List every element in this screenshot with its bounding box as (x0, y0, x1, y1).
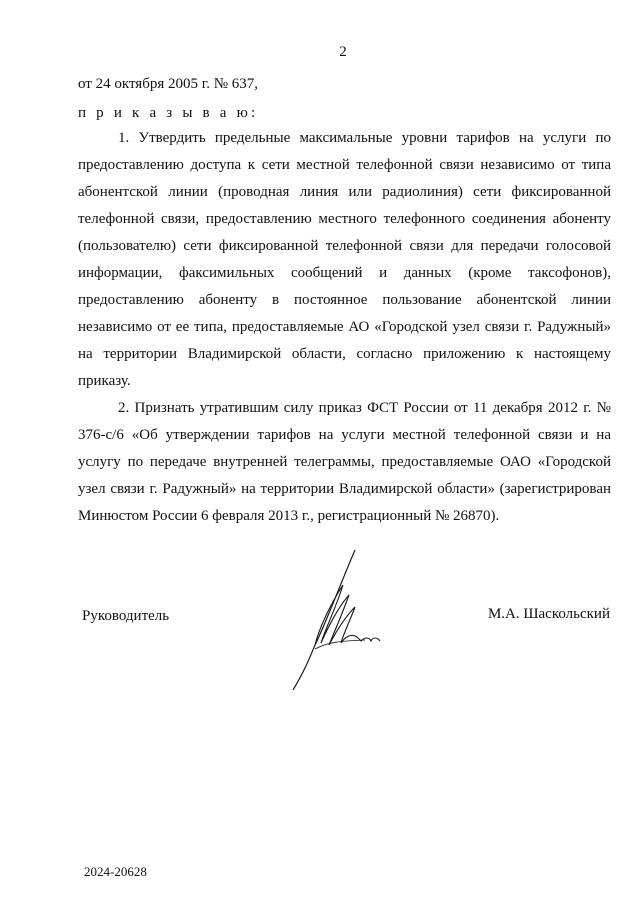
page-number: 2 (339, 44, 347, 60)
handwritten-signature (285, 545, 385, 695)
signer-position: Руководитель (82, 608, 170, 624)
paragraph-2: 2. Признать утратившим силу приказ ФСТ России от 11 декабря 2012 г. № 376-с/6 «Об утверждении тарифов на услуги местной телефонной связи и на услугу по передаче внутренней телеграммы, предоставляемые ОАО «Городской узел связи г. Радужный» на территории Владимирской области» (зарегистрирован Минюстом России 6 февраля 2013 г., регистрационный № 26870). (78, 400, 611, 524)
paragraph-1: 1. Утвердить предельные максимальные уровни тарифов на услуги по предоставлению доступа к сети местной телефонной связи независимо от типа абонентской линии (проводная линия или радиолиния) сети фиксированной телефонной связи, предоставлению местного телефонного соединения абоненту (пользователю) сети фиксированной телефонной связи для передачи голосовой информации, факсимильных сообщений и данных (кроме таксофонов), предоставлению абоненту в постоянное пользование абонентской линии независимо от ее типа, предоставляемые АО «Городской узел связи г. Радужный» на территории Владимирской области, согласно приложению к настоящему приказу. (78, 130, 611, 389)
order-word: п р и к а з ы в а ю: (78, 105, 259, 121)
signer-name: М.А. Шаскольский (487, 606, 610, 622)
document-code: 2024-20628 (84, 864, 147, 879)
intro-line: от 24 октября 2005 г. № 637, (78, 76, 259, 92)
